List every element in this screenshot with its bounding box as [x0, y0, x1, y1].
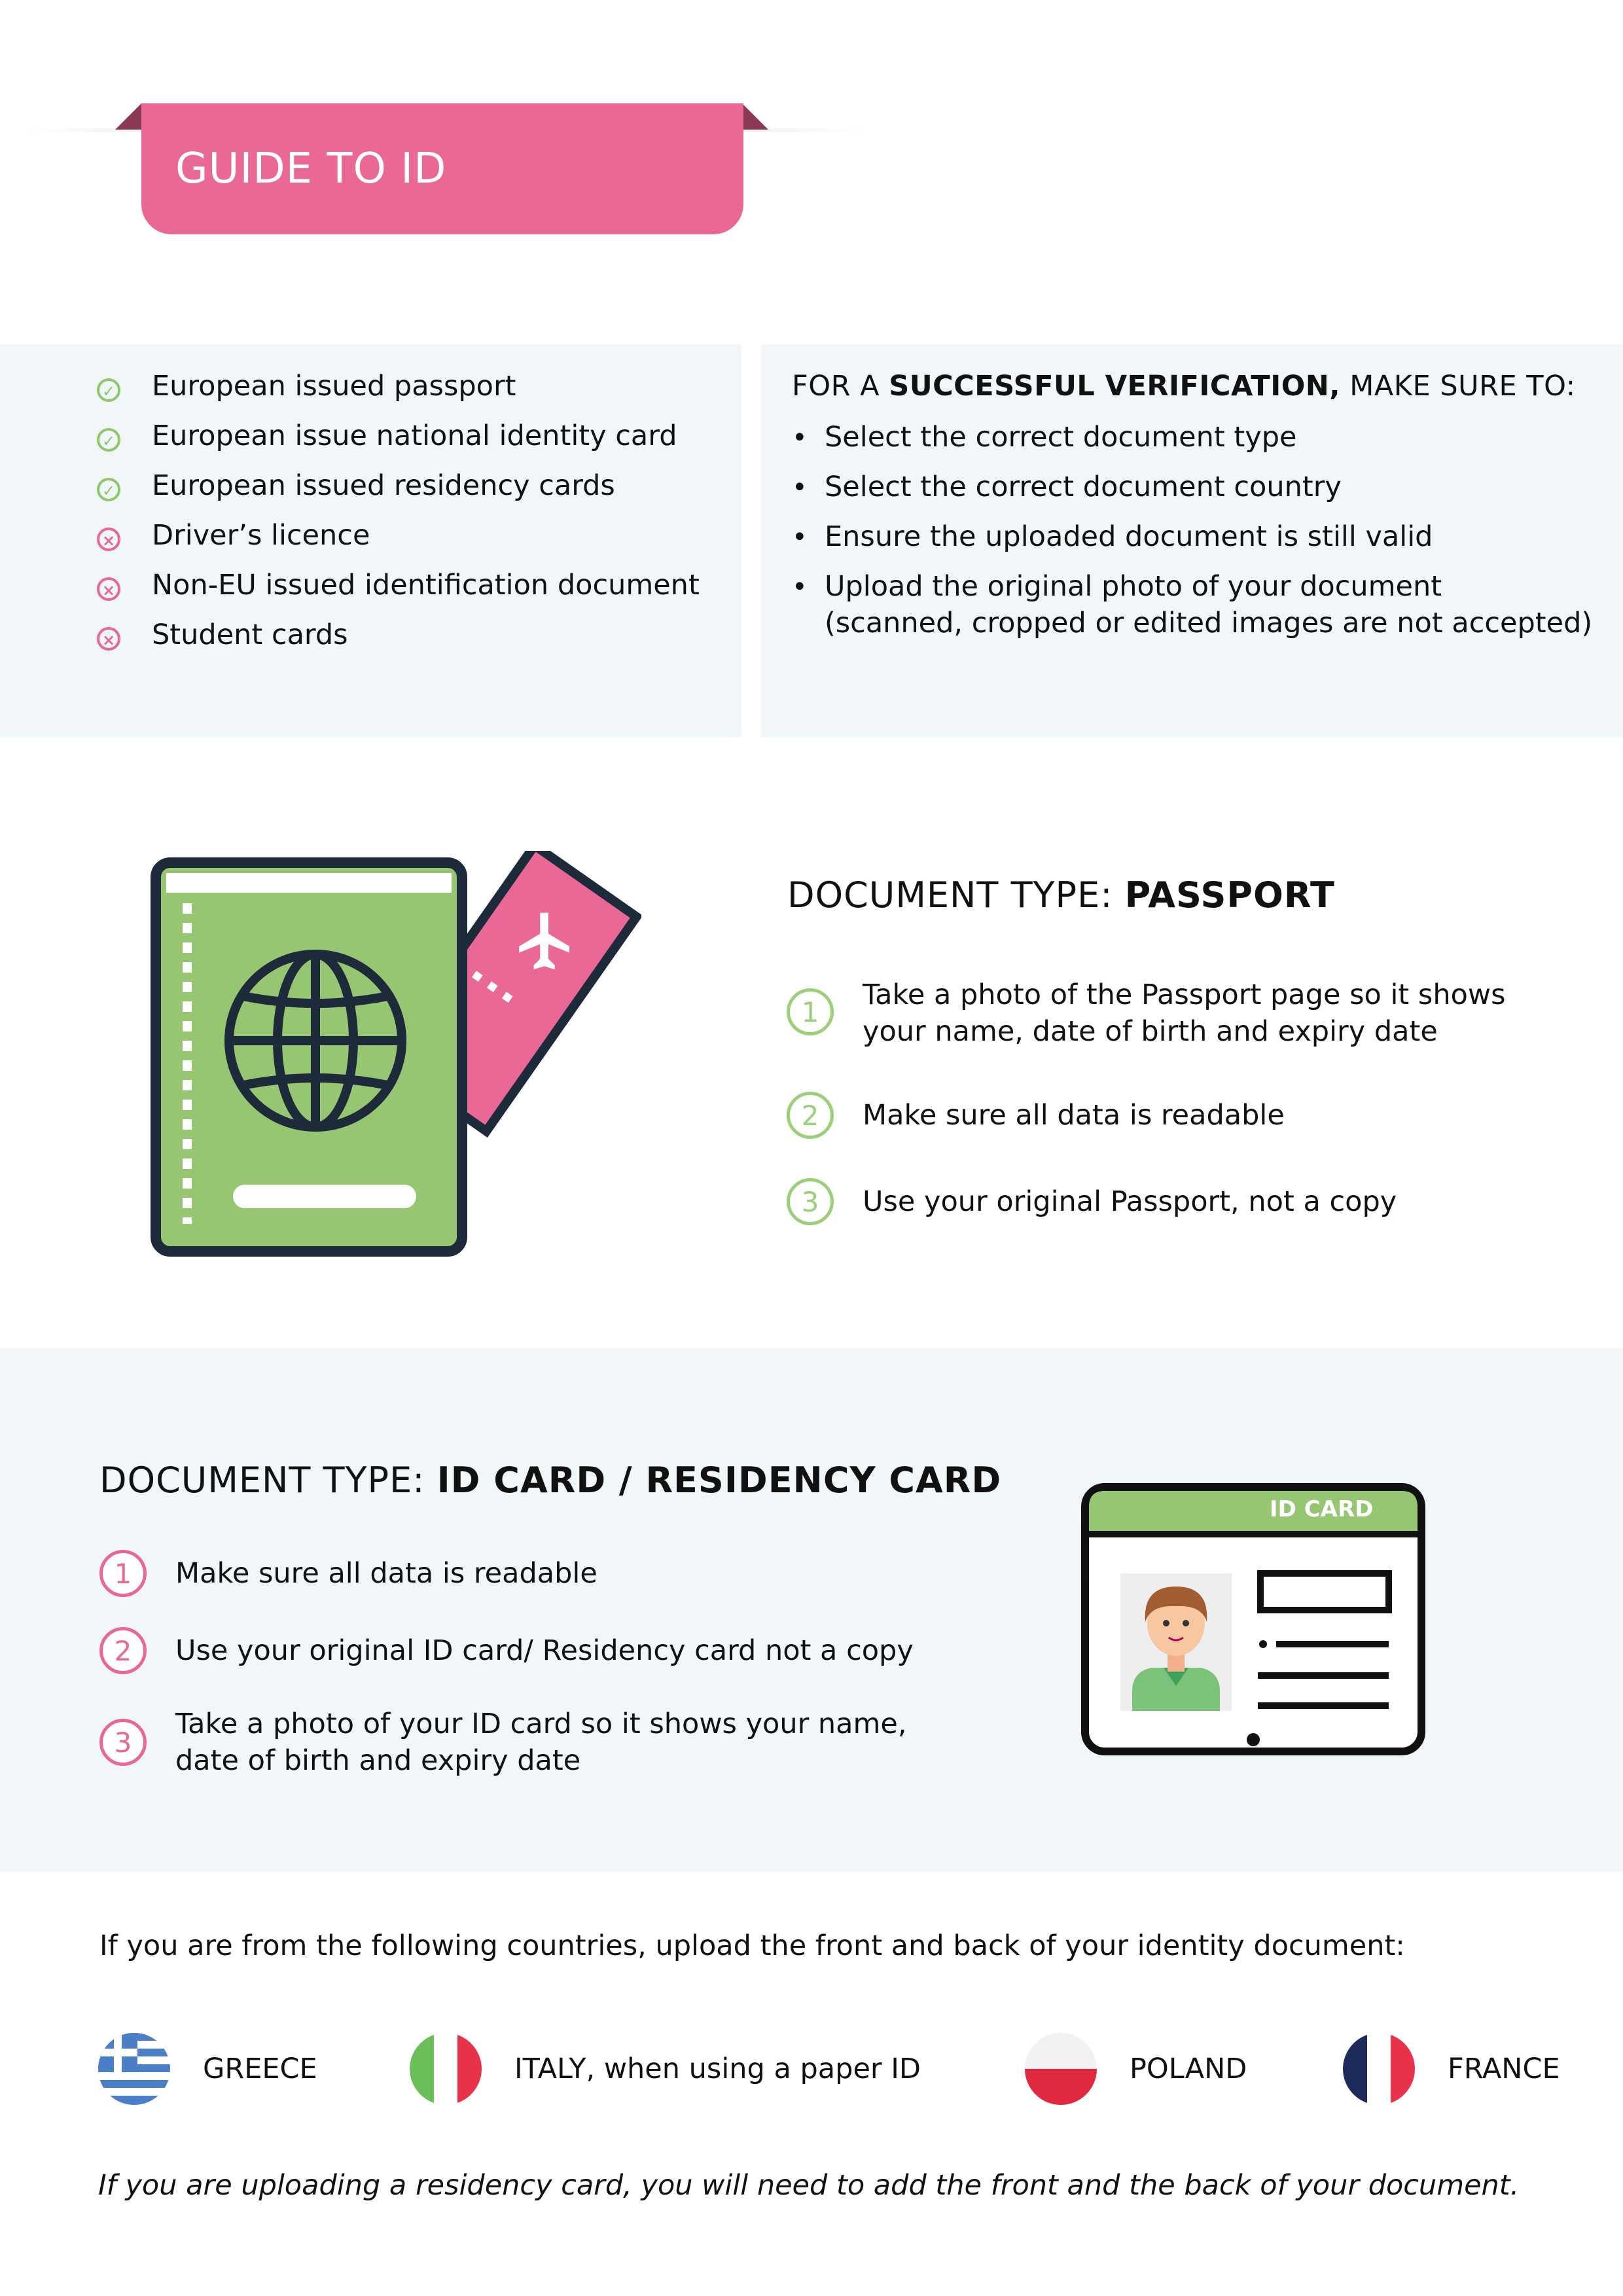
step-number: 2 [787, 1092, 834, 1139]
globe-icon [229, 954, 402, 1127]
passport-section-title: DOCUMENT TYPE: PASSPORT [787, 874, 1335, 916]
step-text: Take a photo of the Passport page so it shows your name, date of birth and expiry date [863, 978, 1506, 1048]
step-number: 1 [787, 988, 834, 1035]
list-item [792, 568, 1593, 639]
cross-circle-icon: × [97, 627, 120, 651]
step-text: Make sure all data is readable [863, 1099, 1285, 1132]
cross-circle-icon: × [97, 528, 120, 551]
greece-flag-icon [98, 2033, 170, 2105]
requirements-heading: FOR A SUCCESSFUL VERIFICATION, MAKE SURE TO: [792, 370, 1576, 403]
step-text: Make sure all data is readable [175, 1557, 597, 1590]
idcard-illustration [1080, 1482, 1427, 1757]
cross-circle-icon: × [97, 577, 120, 601]
countries-intro: If you are from the following countries, upload the front and back of your identity document: [99, 1929, 1405, 1962]
country-name: ITALY, when using a paper ID [514, 2053, 921, 2085]
step-text: Take a photo of your ID card so it shows your name, date of birth and expiry date [175, 1708, 907, 1777]
list-item-label: Select the correct document type [825, 421, 1297, 454]
ribbon-fold-right [742, 103, 768, 130]
bullet: • [792, 423, 808, 453]
list-item-label: European issue national identity card [152, 420, 677, 452]
idcard-graphic [1080, 1482, 1427, 1757]
list-item [792, 469, 1342, 506]
list-item-label: Ensure the uploaded document is still valid [825, 520, 1433, 553]
step-number: 1 [99, 1550, 147, 1597]
bullet: • [792, 522, 808, 552]
country-name: GREECE [203, 2053, 317, 2085]
idcard-section-title: DOCUMENT TYPE: ID CARD / RESIDENCY CARD [99, 1460, 1002, 1501]
page-title: GUIDE TO ID VERIFICATION [141, 103, 743, 234]
step-number: 3 [787, 1178, 834, 1225]
step-text: Use your original Passport, not a copy [863, 1185, 1397, 1218]
france-flag-icon [1343, 2033, 1415, 2105]
list-item-label: Upload the original photo of your document [825, 570, 1442, 603]
check-circle-icon: ✓ [97, 428, 120, 452]
step-number: 3 [99, 1719, 147, 1766]
list-item-label: Driver’s licence [152, 519, 370, 552]
step-number: 2 [99, 1627, 147, 1674]
country-name: FRANCE [1448, 2053, 1560, 2085]
list-item [792, 419, 1297, 456]
check-circle-icon: ✓ [97, 378, 120, 402]
list-item-label: Select the correct document country [825, 471, 1342, 503]
check-circle-icon: ✓ [97, 478, 120, 501]
idcard-label: ID CARD [1270, 1496, 1374, 1522]
passport-illustration [144, 851, 641, 1270]
poland-flag-icon [1025, 2033, 1097, 2105]
list-item-label: Student cards [152, 619, 348, 651]
italy-flag-icon [410, 2033, 482, 2105]
bullet: • [792, 572, 808, 602]
list-item-label-line2: (scanned, cropped or edited images are not accepted) [825, 607, 1593, 639]
residency-footnote: If you are uploading a residency card, you will need to add the front and the back of your document. [98, 2169, 1520, 2202]
list-item-label: European issued passport [152, 370, 516, 403]
ribbon-fold-left [115, 103, 141, 130]
country-name: POLAND [1130, 2053, 1247, 2085]
list-item-label: Non-EU issued identification document [152, 569, 700, 601]
list-item [792, 518, 1433, 556]
step-text: Use your original ID card/ Residency card not a copy [175, 1634, 914, 1667]
bullet: • [792, 473, 808, 503]
list-item-label: European issued residency cards [152, 469, 615, 502]
